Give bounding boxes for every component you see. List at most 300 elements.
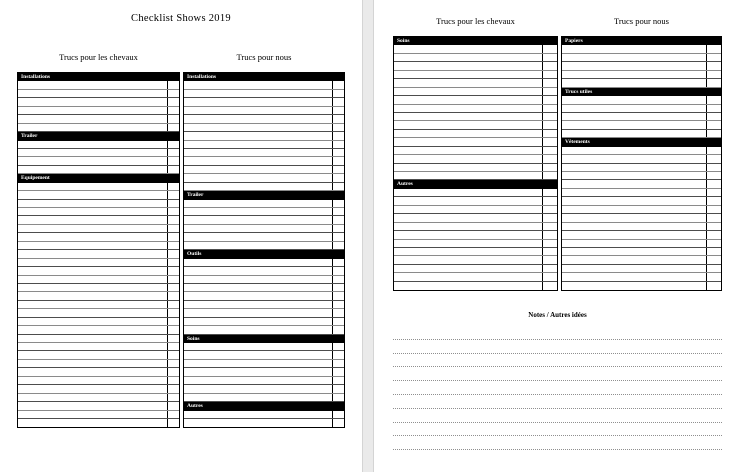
checkbox-cell <box>542 172 557 179</box>
section-header-bar: Outils <box>184 250 344 258</box>
section-header-bar: Autres <box>394 180 557 188</box>
checklist-row <box>562 113 721 121</box>
checklist-row <box>184 351 344 359</box>
checkbox-cell <box>167 242 179 249</box>
checklist-row <box>18 259 179 267</box>
checklist-row <box>184 419 344 427</box>
checklist-row <box>18 309 179 317</box>
checklist-row <box>18 233 179 241</box>
section-header-bar: Trucs utiles <box>562 88 721 96</box>
notes-lines-area <box>393 326 722 450</box>
checklist-row <box>184 174 344 182</box>
checkbox-cell <box>332 141 344 148</box>
item-cell <box>394 206 542 213</box>
checklist-row <box>562 180 721 188</box>
document-title: Checklist Shows 2019 <box>131 13 231 24</box>
item-cell <box>562 240 706 247</box>
checkbox-cell <box>542 71 557 78</box>
checkbox-cell <box>542 206 557 213</box>
item-cell <box>394 172 542 179</box>
checklist-row <box>394 88 557 96</box>
checklist-row <box>394 45 557 53</box>
checkbox-cell <box>542 96 557 103</box>
section-header-bar: Soins <box>184 335 344 343</box>
item-cell <box>184 309 332 316</box>
checklist-row <box>18 394 179 402</box>
item-cell <box>394 147 542 154</box>
checkbox-cell <box>167 284 179 291</box>
checkbox-cell <box>167 124 179 131</box>
section-header-bar: Equipement <box>18 174 179 182</box>
checkbox-cell <box>167 225 179 232</box>
checklist-row <box>394 223 557 231</box>
checkbox-cell <box>542 273 557 280</box>
checklist-row <box>18 335 179 343</box>
item-cell <box>394 79 542 86</box>
checklist-row <box>562 197 721 205</box>
item-cell <box>18 394 167 401</box>
item-cell <box>18 368 167 375</box>
item-cell <box>18 343 167 350</box>
checklist-row <box>18 183 179 191</box>
checkbox-cell <box>167 183 179 190</box>
notes-dotted-line <box>393 436 722 450</box>
item-cell <box>184 233 332 240</box>
checklist-row <box>18 326 179 334</box>
checkbox-cell <box>706 130 721 137</box>
item-cell <box>18 183 167 190</box>
checkbox-cell <box>167 149 179 156</box>
item-cell <box>18 292 167 299</box>
checklist-row <box>18 157 179 165</box>
checkbox-cell <box>167 318 179 325</box>
item-cell <box>18 377 167 384</box>
checkbox-cell <box>706 62 721 69</box>
checkbox-cell <box>542 79 557 86</box>
checklist-row <box>184 259 344 267</box>
checklist-row <box>18 402 179 410</box>
column-heading-chevaux: Trucs pour les chevaux <box>436 16 515 26</box>
checkbox-cell <box>167 402 179 409</box>
checklist-row <box>562 71 721 79</box>
checklist-row <box>394 96 557 104</box>
item-cell <box>18 411 167 418</box>
checkbox-cell <box>167 326 179 333</box>
item-cell <box>562 96 706 103</box>
checklist-row <box>18 166 179 174</box>
item-cell <box>18 284 167 291</box>
checkbox-cell <box>706 273 721 280</box>
section-header-bar: Soins <box>394 37 557 45</box>
checklist-row <box>18 377 179 385</box>
checklist-row <box>184 233 344 241</box>
item-cell <box>18 419 167 427</box>
checkbox-cell <box>332 124 344 131</box>
checklist-row <box>394 147 557 155</box>
checkbox-cell <box>332 259 344 266</box>
notes-heading: Notes / Autres idées <box>528 311 587 319</box>
item-cell <box>18 115 167 122</box>
checkbox-cell <box>332 292 344 299</box>
checkbox-cell <box>332 132 344 139</box>
checklist-table-nous-p1 <box>183 72 345 428</box>
checklist-row <box>394 113 557 121</box>
checklist-row <box>18 343 179 351</box>
checklist-row <box>18 360 179 368</box>
checklist-row <box>18 351 179 359</box>
checkbox-cell <box>542 105 557 112</box>
item-cell <box>184 90 332 97</box>
item-cell <box>184 174 332 181</box>
checklist-row <box>184 183 344 191</box>
checklist-row <box>18 141 179 149</box>
checklist-row <box>184 411 344 419</box>
item-cell <box>18 149 167 156</box>
checklist-row <box>18 81 179 89</box>
checkbox-cell <box>542 197 557 204</box>
left-page <box>0 0 362 472</box>
item-cell <box>18 276 167 283</box>
checkbox-cell <box>332 242 344 249</box>
item-cell <box>394 138 542 145</box>
checklist-row <box>184 149 344 157</box>
checklist-row <box>562 240 721 248</box>
checkbox-cell <box>706 180 721 187</box>
item-cell <box>394 223 542 230</box>
checkbox-cell <box>542 155 557 162</box>
item-cell <box>18 309 167 316</box>
checklist-row <box>562 248 721 256</box>
checkbox-cell <box>332 343 344 350</box>
checkbox-cell <box>332 326 344 333</box>
checkbox-cell <box>332 166 344 173</box>
item-cell <box>184 351 332 358</box>
item-cell <box>184 292 332 299</box>
checkbox-cell <box>542 62 557 69</box>
checkbox-cell <box>706 54 721 61</box>
item-cell <box>394 130 542 137</box>
checkbox-cell <box>706 231 721 238</box>
column-heading-nous: Trucs pour nous <box>614 16 669 26</box>
checkbox-cell <box>167 81 179 88</box>
checkbox-cell <box>332 216 344 223</box>
page-gap-divider <box>362 0 374 472</box>
item-cell <box>394 256 542 263</box>
checkbox-cell <box>706 214 721 221</box>
item-cell <box>562 54 706 61</box>
checklist-row <box>184 81 344 89</box>
checklist-row <box>184 216 344 224</box>
checkbox-cell <box>542 223 557 230</box>
item-cell <box>184 225 332 232</box>
checkbox-cell <box>167 115 179 122</box>
checklist-row <box>184 132 344 140</box>
checklist-row <box>394 130 557 138</box>
notes-dotted-line <box>393 409 722 423</box>
checklist-row <box>18 368 179 376</box>
checklist-row <box>184 276 344 284</box>
section-header-bar: Trailer <box>18 132 179 140</box>
item-cell <box>184 301 332 308</box>
checkbox-cell <box>332 149 344 156</box>
checkbox-cell <box>167 309 179 316</box>
item-cell <box>394 248 542 255</box>
item-cell <box>562 45 706 52</box>
item-cell <box>184 115 332 122</box>
checkbox-cell <box>332 200 344 207</box>
checklist-row <box>562 164 721 172</box>
item-cell <box>562 113 706 120</box>
checklist-row <box>18 208 179 216</box>
checklist-row <box>18 411 179 419</box>
checklist-row <box>394 71 557 79</box>
checkbox-cell <box>332 90 344 97</box>
item-cell <box>18 242 167 249</box>
checklist-row <box>18 292 179 300</box>
checkbox-cell <box>167 233 179 240</box>
checkbox-cell <box>706 96 721 103</box>
item-cell <box>394 240 542 247</box>
checklist-row <box>562 172 721 180</box>
item-cell <box>184 208 332 215</box>
item-cell <box>18 360 167 367</box>
item-cell <box>18 385 167 392</box>
checkbox-cell <box>706 155 721 162</box>
item-cell <box>18 233 167 240</box>
item-cell <box>562 223 706 230</box>
checkbox-cell <box>167 208 179 215</box>
checkbox-cell <box>542 54 557 61</box>
checkbox-cell <box>332 411 344 418</box>
item-cell <box>394 45 542 52</box>
checkbox-cell <box>332 98 344 105</box>
item-cell <box>562 62 706 69</box>
checklist-row <box>184 326 344 334</box>
checkbox-cell <box>332 309 344 316</box>
checklist-row <box>18 419 179 427</box>
column-heading-chevaux: Trucs pour les chevaux <box>59 52 138 62</box>
checklist-row <box>562 147 721 155</box>
checklist-row <box>394 256 557 264</box>
item-cell <box>18 259 167 266</box>
item-cell <box>184 394 332 401</box>
item-cell <box>18 90 167 97</box>
checklist-row <box>394 79 557 87</box>
checkbox-cell <box>332 276 344 283</box>
item-cell <box>562 130 706 137</box>
item-cell <box>394 121 542 128</box>
item-cell <box>184 284 332 291</box>
checklist-row <box>562 45 721 53</box>
item-cell <box>562 147 706 154</box>
checklist-row <box>184 225 344 233</box>
checklist-row <box>184 157 344 165</box>
notes-dotted-line <box>393 326 722 340</box>
item-cell <box>184 385 332 392</box>
checkbox-cell <box>167 166 179 173</box>
checkbox-cell <box>167 191 179 198</box>
notes-dotted-line <box>393 354 722 368</box>
item-cell <box>394 273 542 280</box>
item-cell <box>184 411 332 418</box>
checklist-row <box>394 265 557 273</box>
item-cell <box>184 326 332 333</box>
checkbox-cell <box>332 368 344 375</box>
checkbox-cell <box>706 223 721 230</box>
checkbox-cell <box>167 360 179 367</box>
item-cell <box>18 351 167 358</box>
item-cell <box>184 276 332 283</box>
checklist-row <box>394 197 557 205</box>
item-cell <box>18 166 167 173</box>
checkbox-cell <box>706 197 721 204</box>
checklist-row <box>394 189 557 197</box>
checkbox-cell <box>706 206 721 213</box>
item-cell <box>394 155 542 162</box>
item-cell <box>184 242 332 249</box>
item-cell <box>18 225 167 232</box>
checklist-row <box>18 284 179 292</box>
checkbox-cell <box>332 394 344 401</box>
item-cell <box>18 250 167 257</box>
checklist-row <box>184 267 344 275</box>
item-cell <box>184 360 332 367</box>
checkbox-cell <box>332 419 344 427</box>
checkbox-cell <box>706 265 721 272</box>
item-cell <box>562 282 706 290</box>
checklist-row <box>184 343 344 351</box>
item-cell <box>562 71 706 78</box>
notes-dotted-line <box>393 367 722 381</box>
item-cell <box>184 166 332 173</box>
item-cell <box>562 189 706 196</box>
checklist-row <box>184 124 344 132</box>
checkbox-cell <box>167 377 179 384</box>
checklist-row <box>394 214 557 222</box>
checklist-row <box>562 282 721 290</box>
item-cell <box>184 81 332 88</box>
checklist-row <box>184 301 344 309</box>
checkbox-cell <box>332 351 344 358</box>
item-cell <box>18 107 167 114</box>
checkbox-cell <box>706 282 721 290</box>
item-cell <box>184 107 332 114</box>
checkbox-cell <box>542 113 557 120</box>
checkbox-cell <box>542 130 557 137</box>
checkbox-cell <box>332 183 344 190</box>
checklist-row <box>18 385 179 393</box>
checklist-row <box>562 231 721 239</box>
checklist-row <box>562 273 721 281</box>
item-cell <box>562 265 706 272</box>
checkbox-cell <box>706 113 721 120</box>
item-cell <box>18 402 167 409</box>
checklist-row <box>18 216 179 224</box>
checklist-row <box>18 90 179 98</box>
item-cell <box>184 183 332 190</box>
checklist-row <box>562 223 721 231</box>
item-cell <box>394 197 542 204</box>
checklist-row <box>184 377 344 385</box>
checklist-table-chevaux-p1 <box>17 72 180 428</box>
item-cell <box>394 282 542 290</box>
checkbox-cell <box>706 79 721 86</box>
checklist-row <box>562 96 721 104</box>
checkbox-cell <box>542 214 557 221</box>
item-cell <box>184 124 332 131</box>
checklist-row <box>562 206 721 214</box>
checkbox-cell <box>167 98 179 105</box>
checklist-row <box>562 105 721 113</box>
checklist-row <box>394 240 557 248</box>
item-cell <box>18 318 167 325</box>
item-cell <box>562 172 706 179</box>
checkbox-cell <box>542 164 557 171</box>
item-cell <box>18 191 167 198</box>
checkbox-cell <box>332 233 344 240</box>
checklist-table-chevaux-p2 <box>393 36 558 291</box>
item-cell <box>562 105 706 112</box>
checkbox-cell <box>332 385 344 392</box>
checklist-row <box>394 164 557 172</box>
checkbox-cell <box>167 267 179 274</box>
checklist-row <box>18 242 179 250</box>
checklist-row <box>394 121 557 129</box>
checklist-row <box>184 98 344 106</box>
item-cell <box>394 71 542 78</box>
checklist-row <box>184 309 344 317</box>
checklist-row <box>394 138 557 146</box>
checkbox-cell <box>167 411 179 418</box>
column-heading-nous: Trucs pour nous <box>236 52 292 62</box>
item-cell <box>18 98 167 105</box>
checkbox-cell <box>542 256 557 263</box>
checkbox-cell <box>332 377 344 384</box>
checklist-row <box>184 166 344 174</box>
checklist-row <box>18 115 179 123</box>
checklist-row <box>394 105 557 113</box>
item-cell <box>184 318 332 325</box>
checkbox-cell <box>332 157 344 164</box>
item-cell <box>184 216 332 223</box>
checkbox-cell <box>332 174 344 181</box>
item-cell <box>18 124 167 131</box>
item-cell <box>184 419 332 427</box>
checklist-row <box>18 276 179 284</box>
item-cell <box>184 267 332 274</box>
checkbox-cell <box>332 360 344 367</box>
checkbox-cell <box>167 343 179 350</box>
item-cell <box>184 157 332 164</box>
section-header-bar: Installations <box>184 73 344 81</box>
item-cell <box>18 326 167 333</box>
item-cell <box>18 200 167 207</box>
checkbox-cell <box>332 225 344 232</box>
right-page <box>374 0 740 472</box>
checkbox-cell <box>167 292 179 299</box>
checklist-row <box>562 256 721 264</box>
notes-dotted-line <box>393 423 722 437</box>
item-cell <box>562 248 706 255</box>
item-cell <box>18 208 167 215</box>
checklist-row <box>184 200 344 208</box>
checklist-row <box>184 385 344 393</box>
item-cell <box>394 189 542 196</box>
checkbox-cell <box>167 419 179 427</box>
checklist-row <box>394 54 557 62</box>
checkbox-cell <box>542 189 557 196</box>
checkbox-cell <box>332 208 344 215</box>
